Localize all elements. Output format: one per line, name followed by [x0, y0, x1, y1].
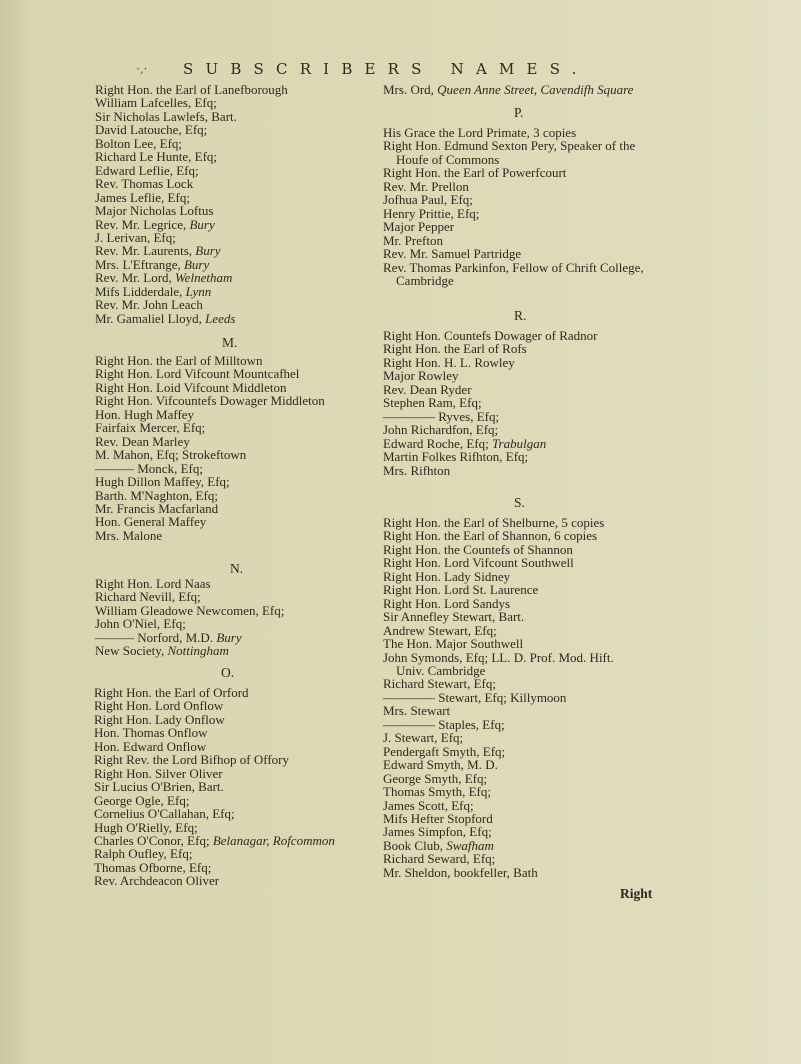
- subscriber-name: Mrs. Malone: [95, 527, 163, 543]
- subscriber-name: James Scott, Efq;: [383, 797, 474, 813]
- list-o-continued: [383, 83, 633, 96]
- subscriber-name: J. Stewart, Efq;: [383, 730, 464, 746]
- subscriber-name: Henry Prittie, Efq;: [383, 205, 480, 221]
- subscriber-place: Leeds: [205, 310, 236, 326]
- section-heading-r: R.: [514, 308, 527, 323]
- subscriber-name: Mrs. Stewart: [383, 703, 451, 719]
- subscriber-entry: [95, 298, 288, 311]
- subscriber-name: Right Hon. Lord Naas: [95, 576, 211, 591]
- subscriber-entry: [383, 529, 614, 542]
- subscriber-name: William Gleadowe Newcomen, Efq;: [95, 602, 285, 618]
- subscriber-name: Right Hon. Loid Vifcount Middleton: [95, 379, 287, 395]
- subscriber-entry: [95, 191, 288, 204]
- subscriber-name: Mrs. L'Eftrange,: [95, 256, 184, 272]
- subscriber-name: New Society,: [95, 643, 168, 659]
- subscriber-name: Right Hon. the Earl of Milltown: [95, 353, 263, 368]
- subscriber-name: ——— Monck, Efq;: [95, 460, 203, 476]
- list-p: [383, 126, 644, 287]
- subscriber-name: Right Hon. Lord Vifcount Mountcafhel: [95, 366, 300, 382]
- subscriber-entry: [383, 624, 614, 637]
- subscriber-entry: [383, 758, 614, 771]
- subscriber-name: Rev. Mr. Samuel Partridge: [383, 246, 522, 262]
- subscriber-name: Thomas Smyth, Efq;: [383, 784, 491, 800]
- subscriber-name: Right Hon. Lord St. Laurence: [383, 582, 539, 598]
- subscriber-place: Lynn: [185, 283, 212, 299]
- subscriber-place: Bury: [183, 256, 210, 272]
- subscriber-entry: [383, 745, 614, 758]
- subscriber-name: Edward Leflie, Efq;: [95, 162, 199, 178]
- subscriber-entry: [95, 644, 284, 657]
- subscriber-name: His Grace the Lord Primate, 3 copies: [383, 125, 577, 140]
- subscriber-name: George Ogle, Efq;: [94, 792, 190, 808]
- subscriber-entry: [383, 691, 614, 704]
- section-heading-n: N.: [230, 561, 244, 576]
- section-heading-s: S.: [514, 495, 525, 510]
- subscriber-entry: [383, 825, 614, 838]
- subscriber-entry: [383, 356, 597, 369]
- subscriber-name: Major Rowley: [383, 368, 459, 384]
- subscriber-name: Mrs. Rifhton: [383, 462, 451, 478]
- subscriber-entry: [383, 126, 644, 139]
- subscriber-entry: [383, 342, 597, 355]
- subscriber-entry: [95, 271, 288, 284]
- subscriber-name: Rev. Mr. Lord,: [95, 270, 176, 286]
- subscriber-name: Right Hon. Lord Sandys: [383, 595, 511, 611]
- subscriber-name: Richard Seward, Efq;: [383, 851, 496, 867]
- subscriber-entry: [383, 220, 644, 233]
- subscriber-entry: [383, 396, 597, 409]
- subscriber-name: Right Hon. Vifcountefs Dowager Middleton: [95, 393, 325, 409]
- subscriber-entry: [95, 150, 288, 163]
- subscriber-entry: [383, 83, 633, 96]
- subscriber-name: Right Hon. the Earl of Powerfcourt: [383, 165, 567, 181]
- subscriber-name: Pendergaft Smyth, Efq;: [383, 743, 506, 759]
- subscriber-entry: [95, 204, 288, 217]
- subscriber-continuation: [383, 664, 614, 677]
- subscriber-name: Book Club,: [383, 837, 447, 853]
- subscriber-entry: [95, 258, 288, 271]
- subscriber-name: Right Hon. Countefs Dowager of Radnor: [383, 328, 598, 343]
- subscriber-name: Richard Stewart, Efq;: [383, 676, 496, 692]
- subscriber-name: Right Rev. the Lord Bifhop of Offory: [94, 752, 289, 768]
- subscriber-name: Hugh Dillon Maffey, Efq;: [95, 474, 230, 490]
- subscriber-name: Right Hon. H. L. Rowley: [383, 354, 515, 370]
- subscriber-entry: [94, 767, 335, 780]
- subscriber-entry: [94, 740, 335, 753]
- subscriber-entry: [95, 435, 325, 448]
- subscriber-name: Sir Lucius O'Brien, Bart.: [94, 779, 224, 795]
- subscriber-name: Right Hon. Silver Oliver: [94, 765, 223, 781]
- subscriber-name: Houfe of Commons: [396, 151, 500, 167]
- subscriber-name: Right Hon. the Earl of Shelburne, 5 copies: [383, 515, 605, 530]
- subscriber-entry: [94, 807, 335, 820]
- subscriber-name: Right Hon. Lady Sidney: [383, 568, 511, 584]
- subscriber-entry: [95, 631, 284, 644]
- subscriber-entry: [383, 839, 614, 852]
- subscriber-entry: [383, 772, 614, 785]
- subscriber-name: Right Hon. Lady Onflow: [94, 711, 225, 727]
- subscriber-name: Mifs Hefter Stopford: [383, 810, 493, 826]
- subscriber-name: Right Hon. the Earl of Orford: [94, 685, 249, 700]
- subscriber-entry: [95, 604, 284, 617]
- subscriber-entry: [95, 312, 288, 325]
- subscriber-name: George Smyth, Efq;: [383, 770, 488, 786]
- subscriber-entry: [383, 261, 644, 274]
- subscriber-entry: [383, 610, 614, 623]
- subscriber-name: Right Hon. the Countefs of Shannon: [383, 541, 573, 557]
- subscriber-entry: [383, 852, 614, 865]
- subscriber-entry: [95, 394, 325, 407]
- subscriber-name: William Lafcelles, Efq;: [95, 95, 217, 111]
- subscriber-name: Edward Smyth, M. D.: [383, 757, 498, 773]
- subscriber-name: Hon. General Maffey: [95, 514, 207, 530]
- subscriber-entry: [94, 780, 335, 793]
- subscriber-entry: [383, 139, 644, 152]
- catchword: Right: [620, 886, 653, 901]
- subscriber-entry: [94, 753, 335, 766]
- subscriber-name: Stephen Ram, Efq;: [383, 395, 482, 411]
- subscriber-name: Rev. Mr. Prellon: [383, 178, 469, 194]
- subscriber-entry: [95, 244, 288, 257]
- subscriber-entry: [94, 834, 335, 847]
- list-r: [383, 329, 597, 477]
- subscriber-name: Rev. Thomas Lock: [95, 176, 194, 192]
- subscriber-name: Rev. Mr. Laurents,: [95, 243, 196, 259]
- subscriber-place: Belanagar, Rofcommon: [212, 832, 335, 848]
- subscriber-name: John Symonds, Efq; LL. D. Prof. Mod. Hift.: [383, 649, 614, 665]
- subscriber-entry: [383, 193, 644, 206]
- subscriber-name: Cornelius O'Callahan, Efq;: [94, 806, 235, 822]
- subscriber-entry: [94, 699, 335, 712]
- subscriber-entry: [383, 166, 644, 179]
- subscriber-entry: [95, 448, 325, 461]
- subscriber-name: ———— Ryves, Efq;: [383, 408, 500, 424]
- subscriber-name: ——— Norford, M.D.: [95, 629, 217, 645]
- subscriber-entry: [95, 515, 325, 528]
- subscriber-name: Mr. Sheldon, bookfeller, Bath: [383, 864, 538, 880]
- subscriber-place: Trabulgan: [492, 435, 547, 451]
- subscriber-name: Right Hon. the Earl of Shannon, 6 copies: [383, 528, 598, 544]
- subscriber-name: Barth. M'Naghton, Efq;: [95, 487, 218, 503]
- subscriber-entry: [95, 96, 288, 109]
- subscriber-place: Nottingham: [167, 643, 229, 659]
- subscriber-entry: [95, 489, 325, 502]
- subscriber-entry: [383, 450, 597, 463]
- subscriber-entry: [383, 704, 614, 717]
- subscriber-entry: [95, 408, 325, 421]
- subscriber-name: Edward Roche, Efq;: [383, 435, 493, 451]
- subscriber-name: Jofhua Paul, Efq;: [383, 192, 473, 208]
- subscriber-name: James Leflie, Efq;: [95, 189, 190, 205]
- subscriber-entry: [95, 367, 325, 380]
- subscriber-entry: [94, 874, 335, 887]
- subscriber-place: Queen Anne Street, Cavendifh Square: [437, 82, 634, 97]
- subscriber-name: Right Hon. the Earl of Rofs: [383, 341, 527, 357]
- subscriber-entry: [94, 861, 335, 874]
- subscriber-name: Mifs Lidderdale,: [95, 283, 186, 299]
- subscriber-continuation: [383, 153, 644, 166]
- subscriber-continuation: [383, 274, 644, 287]
- subscriber-entry: [95, 285, 288, 298]
- page-title: SUBSCRIBERS NAMES.: [183, 60, 589, 78]
- subscriber-name: Mr. Prefton: [383, 232, 443, 248]
- subscriber-entry: [383, 369, 597, 382]
- subscriber-entry: [383, 437, 597, 450]
- subscriber-name: Richard Le Hunte, Efq;: [95, 149, 218, 165]
- list-m: [95, 354, 325, 542]
- subscriber-name: Hon. Thomas Onflow: [94, 725, 208, 741]
- subscriber-name: Andrew Stewart, Efq;: [383, 622, 497, 638]
- subscriber-name: Major Nicholas Loftus: [95, 203, 214, 219]
- list-s: [383, 516, 614, 879]
- subscriber-entry: [95, 590, 284, 603]
- subscriber-name: Rev. Mr. Legrice,: [95, 216, 190, 232]
- subscriber-name: Cambridge: [396, 272, 454, 288]
- subscriber-name: John Richardfon, Efq;: [383, 422, 499, 438]
- subscriber-entry: [383, 812, 614, 825]
- subscriber-entry: [383, 464, 597, 477]
- subscriber-name: Univ. Cambridge: [396, 662, 486, 678]
- section-heading-o: O.: [221, 665, 235, 680]
- subscriber-entry: [95, 123, 288, 136]
- subscriber-name: J. Lerivan, Efq;: [95, 229, 176, 245]
- subscriber-name: Right Hon. Lord Vifcount Southwell: [383, 555, 574, 571]
- subscriber-name: Right Hon. Edmund Sexton Pery, Speaker of the: [383, 138, 636, 154]
- subscriber-name: Right Hon. the Earl of Lanefborough: [95, 82, 288, 97]
- subscriber-entry: [95, 529, 325, 542]
- subscriber-entry: [383, 731, 614, 744]
- subscriber-entry: [383, 799, 614, 812]
- list-n: [95, 577, 284, 658]
- subscriber-name: Fairfaix Mercer, Efq;: [95, 420, 206, 436]
- subscriber-entry: [383, 543, 614, 556]
- subscriber-name: Rev. Dean Ryder: [383, 381, 472, 397]
- subscriber-name: Sir Annefley Stewart, Bart.: [383, 609, 525, 625]
- subscriber-entry: [94, 713, 335, 726]
- subscriber-name: ———— Staples, Efq;: [383, 716, 505, 732]
- subscriber-name: Thomas Ofborne, Efq;: [94, 859, 212, 875]
- subscriber-name: Rev. Mr. John Leach: [95, 297, 203, 313]
- subscriber-place: Bury: [216, 629, 242, 645]
- subscriber-name: Hugh O'Rielly, Efq;: [94, 819, 198, 835]
- subscriber-entry: [383, 516, 614, 529]
- subscriber-entry: [383, 637, 614, 650]
- subscriber-entry: [383, 597, 614, 610]
- subscriber-name: ———— Stewart, Efq; Killymoon: [383, 689, 567, 705]
- subscriber-name: Major Pepper: [383, 219, 455, 235]
- subscriber-entry: [94, 726, 335, 739]
- subscriber-entry: [383, 785, 614, 798]
- subscriber-entry: [383, 247, 644, 260]
- section-heading-p: P.: [514, 105, 524, 120]
- subscriber-name: Rev. Thomas Parkinfon, Fellow of Chrift College,: [383, 259, 644, 275]
- subscriber-entry: [95, 137, 288, 150]
- subscriber-entry: [95, 164, 288, 177]
- subscriber-entry: [95, 577, 284, 590]
- subscriber-entry: [383, 556, 614, 569]
- subscriber-entry: [95, 83, 288, 96]
- subscriber-entry: [95, 617, 284, 630]
- list-l: [95, 83, 288, 325]
- subscriber-entry: [383, 180, 644, 193]
- subscriber-entry: [95, 110, 288, 123]
- subscriber-entry: [94, 847, 335, 860]
- subscriber-name: Martin Folkes Rifhton, Efq;: [383, 449, 529, 465]
- subscriber-entry: [95, 421, 325, 434]
- subscriber-name: John O'Niel, Efq;: [95, 616, 186, 632]
- subscriber-entry: [95, 462, 325, 475]
- subscriber-entry: [383, 718, 614, 731]
- subscriber-entry: [94, 821, 335, 834]
- section-heading-m: M.: [222, 335, 238, 350]
- subscriber-name: Hon. Hugh Maffey: [95, 406, 195, 422]
- subscriber-entry: [383, 866, 614, 879]
- subscriber-name: Right Hon. Lord Onflow: [94, 698, 224, 714]
- subscriber-name: Mr. Gamaliel Lloyd,: [95, 310, 206, 326]
- subscriber-entry: [95, 218, 288, 231]
- subscriber-name: Sir Nicholas Lawlefs, Bart.: [95, 108, 237, 124]
- subscriber-entry: [383, 207, 644, 220]
- subscriber-name: Richard Nevill, Efq;: [95, 589, 201, 605]
- subscriber-name: Ralph Oufley, Efq;: [94, 846, 193, 862]
- subscriber-entry: [383, 234, 644, 247]
- subscriber-entry: [95, 231, 288, 244]
- subscriber-name: Hon. Edward Onflow: [94, 738, 207, 754]
- subscriber-entry: [94, 794, 335, 807]
- subscriber-place: Welnetham: [175, 270, 233, 286]
- subscriber-entry: [94, 686, 335, 699]
- subscriber-name: M. Mahon, Efq; Strokeftown: [95, 447, 247, 463]
- subscriber-name: Rev. Archdeacon Oliver: [94, 873, 220, 889]
- subscriber-name: David Latouche, Efq;: [95, 122, 208, 138]
- subscriber-entry: [383, 651, 614, 664]
- list-o: [94, 686, 335, 888]
- subscriber-name: Charles O'Conor, Efq;: [94, 832, 213, 848]
- subscriber-place: Swafham: [446, 837, 494, 853]
- subscriber-entry: [95, 177, 288, 190]
- subscriber-entry: [383, 383, 597, 396]
- subscriber-entry: [95, 475, 325, 488]
- subscriber-name: James Simpfon, Efq;: [383, 824, 492, 840]
- subscriber-entry: [95, 502, 325, 515]
- subscriber-name: The Hon. Major Southwell: [383, 636, 524, 652]
- subscriber-place: Bury: [189, 216, 215, 232]
- subscriber-entry: [383, 570, 614, 583]
- subscriber-entry: [383, 677, 614, 690]
- subscriber-entry: [383, 410, 597, 423]
- subscriber-name: Bolton Lee, Efq;: [95, 135, 183, 151]
- subscriber-entry: [95, 354, 325, 367]
- subscriber-name: Mr. Francis Macfarland: [95, 500, 219, 516]
- subscriber-entry: [383, 423, 597, 436]
- stray-marks: ·,·: [136, 62, 148, 76]
- subscriber-name: Rev. Dean Marley: [95, 433, 190, 449]
- subscriber-place: Bury: [195, 243, 221, 259]
- subscriber-entry: [383, 329, 597, 342]
- subscriber-entry: [95, 381, 325, 394]
- subscriber-entry: [383, 583, 614, 596]
- subscriber-name: Mrs. Ord,: [383, 82, 438, 97]
